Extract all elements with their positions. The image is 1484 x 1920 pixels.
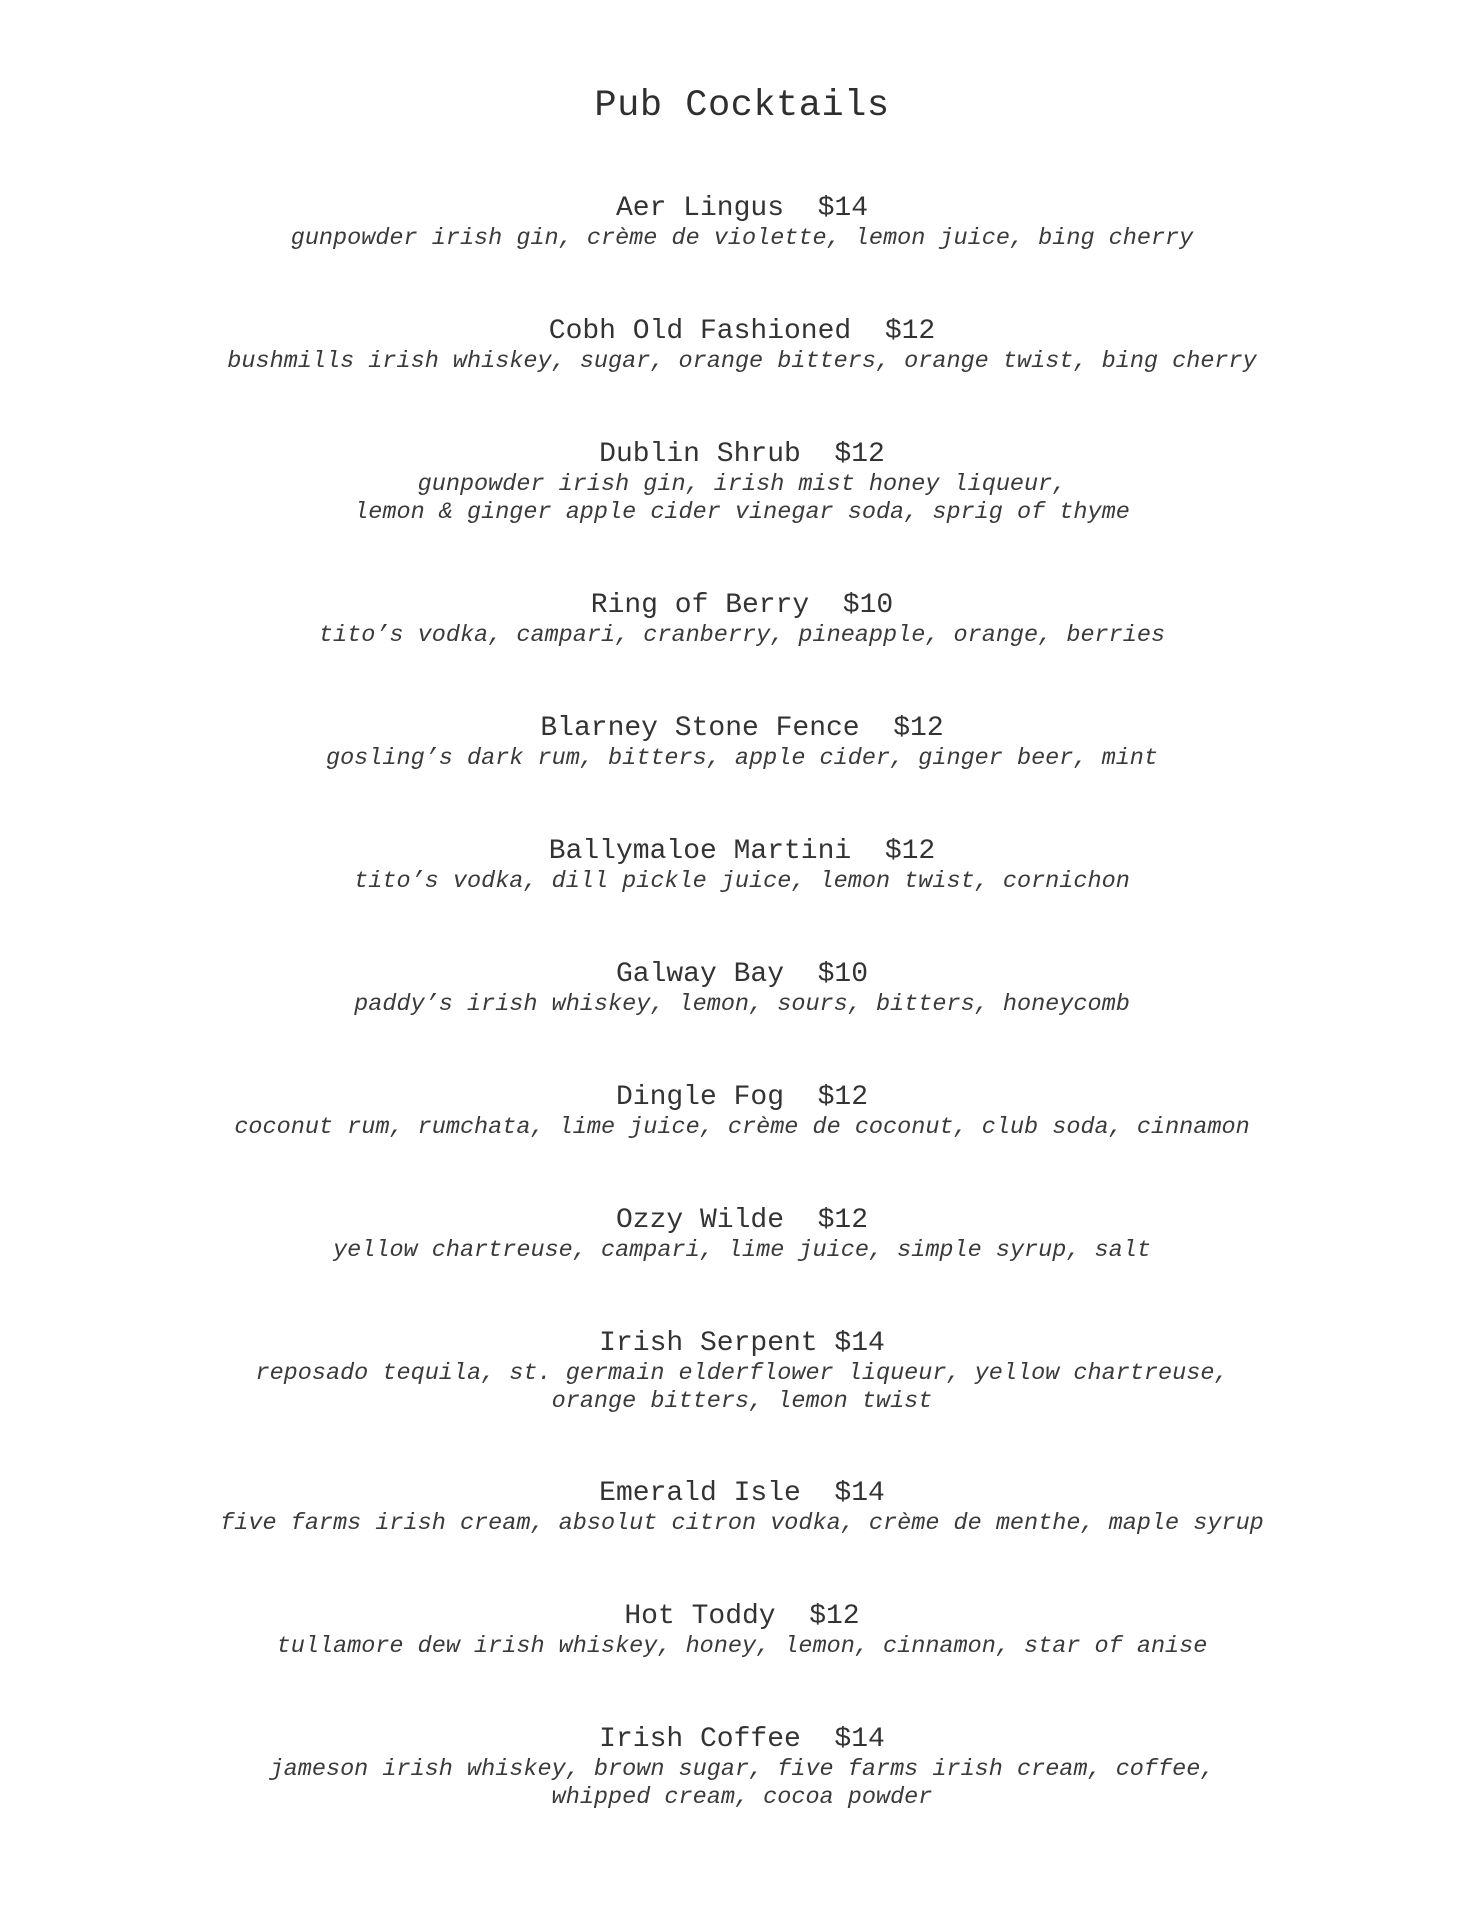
- menu-item-name: Ozzy Wilde $12: [615, 1205, 869, 1236]
- menu-item-cobh-old-fashioned: [0, 316, 1484, 376]
- menu-item-name: Galway Bay $10: [615, 959, 869, 990]
- menu-item-galway-bay: [0, 959, 1484, 1019]
- menu-item-description: whipped cream, cocoa powder: [551, 1784, 933, 1811]
- menu-item-description: lemon & ginger apple cider vinegar soda, sprig of thyme: [354, 499, 1130, 526]
- menu-item-emerald-isle: [0, 1478, 1484, 1538]
- menu-item-dingle-fog: [0, 1082, 1484, 1142]
- menu-item-dublin-shrub: [0, 439, 1484, 527]
- menu-item-irish-coffee: [0, 1724, 1484, 1812]
- menu-item-description: orange bitters, lemon twist: [551, 1388, 933, 1415]
- menu-item-description: coconut rum, rumchata, lime juice, crème de coconut, club soda, cinnamon: [234, 1114, 1250, 1141]
- menu-item-aer-lingus: [0, 193, 1484, 253]
- menu-item-ring-of-berry: [0, 590, 1484, 650]
- menu-item-ozzy-wilde: [0, 1205, 1484, 1265]
- menu-item-description: gunpowder irish gin, irish mist honey liqueur,: [417, 471, 1067, 498]
- menu-item-description: tullamore dew irish whiskey, honey, lemon, cinnamon, star of anise: [276, 1633, 1208, 1660]
- menu-item-description: tito’s vodka, campari, cranberry, pineapple, orange, berries: [318, 622, 1166, 649]
- menu-item-name: Blarney Stone Fence $12: [540, 713, 944, 744]
- menu-item-blarney-stone-fence: [0, 713, 1484, 773]
- menu-item-name: Emerald Isle $14: [599, 1478, 885, 1509]
- menu-item-hot-toddy: [0, 1601, 1484, 1661]
- menu-item-name: Dingle Fog $12: [615, 1082, 869, 1113]
- menu-item-description: yellow chartreuse, campari, lime juice, simple syrup, salt: [333, 1237, 1151, 1264]
- menu-item-name: Ring of Berry $10: [590, 590, 894, 621]
- menu-item-irish-serpent: [0, 1328, 1484, 1416]
- menu-item-description: bushmills irish whiskey, sugar, orange bitters, orange twist, bing cherry: [227, 348, 1257, 375]
- menu-item-description: gosling’s dark rum, bitters, apple cider, ginger beer, mint: [325, 745, 1159, 772]
- menu-item-description: jameson irish whiskey, brown sugar, five farms irish cream, coffee,: [269, 1756, 1215, 1783]
- menu-item-description: gunpowder irish gin, crème de violette, lemon juice, bing cherry: [290, 225, 1194, 252]
- page-title: Pub Cocktails: [594, 85, 890, 127]
- menu-item-name: Ballymaloe Martini $12: [548, 836, 936, 867]
- menu-item-description: five farms irish cream, absolut citron vodka, crème de menthe, maple syrup: [220, 1510, 1264, 1537]
- menu-item-name: Aer Lingus $14: [615, 193, 869, 224]
- menu-item-name: Hot Toddy $12: [624, 1601, 860, 1632]
- menu-item-description: paddy’s irish whiskey, lemon, sours, bitters, honeycomb: [354, 991, 1130, 1018]
- menu-item-name: Irish Coffee $14: [599, 1724, 885, 1755]
- menu-item-description: tito’s vodka, dill pickle juice, lemon twist, cornichon: [354, 868, 1130, 895]
- menu-item-description: reposado tequila, st. germain elderflower liqueur, yellow chartreuse,: [255, 1360, 1229, 1387]
- menu-item-name: Dublin Shrub $12: [599, 439, 885, 470]
- menu-item-name: Cobh Old Fashioned $12: [548, 316, 936, 347]
- menu-item-ballymaloe-martini: [0, 836, 1484, 896]
- menu-item-name: Irish Serpent $14: [599, 1328, 885, 1359]
